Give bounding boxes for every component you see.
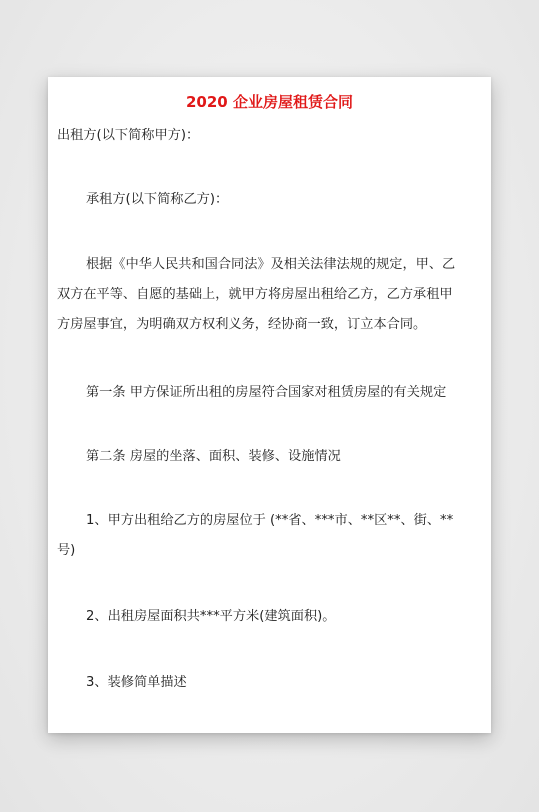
lessor-line: 出租方(以下简称甲方)： bbox=[57, 128, 200, 143]
lessee-line: 承租方(以下简称乙方)： bbox=[86, 192, 229, 207]
item-2: 2、出租房屋面积共***平方米(建筑面积)。 bbox=[86, 609, 336, 624]
article-2: 第二条 房屋的坐落、面积、装修、设施情况 bbox=[86, 449, 341, 464]
preamble-line: 根据《中华人民共和国合同法》及相关法律法规的规定，甲、乙 bbox=[86, 257, 456, 272]
item-1-line: 1、甲方出租给乙方的房屋位于 (**省、***市、**区**、街、** bbox=[86, 513, 454, 528]
preamble-line: 双方在平等、自愿的基础上，就甲方将房屋出租给乙方，乙方承租甲 bbox=[57, 287, 453, 302]
document-title: 2020 企业房屋租赁合同 bbox=[186, 93, 353, 111]
article-1: 第一条 甲方保证所出租的房屋符合国家对租赁房屋的有关规定 bbox=[86, 385, 447, 400]
item-3: 3、装修简单描述 bbox=[86, 675, 187, 690]
item-1-paragraph bbox=[57, 506, 485, 566]
contract-document bbox=[48, 77, 491, 733]
preamble-line: 方房屋事宜，为明确双方权利义务，经协商一致，订立本合同。 bbox=[57, 317, 427, 332]
preamble-paragraph bbox=[57, 250, 485, 340]
item-1-line: 号) bbox=[57, 543, 76, 558]
